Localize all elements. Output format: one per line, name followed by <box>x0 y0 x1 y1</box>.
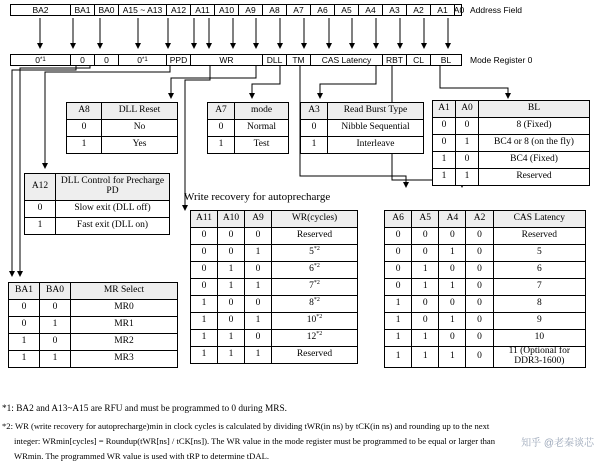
mr-dll: DLL <box>263 55 287 65</box>
table-cell: 8 <box>493 296 585 313</box>
table-cell: 1 <box>67 137 102 154</box>
header-cell: A12 <box>25 174 56 201</box>
mr-cl: CL <box>407 55 431 65</box>
table-cell: 0 <box>466 245 493 262</box>
table-cell: 5 <box>493 245 585 262</box>
table-cell: 1 <box>245 347 272 364</box>
table-cell: 0 <box>218 245 245 262</box>
table-cell: 0 <box>412 245 439 262</box>
table-row <box>385 296 586 313</box>
table-row <box>67 120 178 137</box>
mr-bl: BL <box>440 55 452 65</box>
table-cell: 1 <box>385 330 412 347</box>
table-cell: 1 <box>245 245 272 262</box>
table-row <box>9 300 178 317</box>
table-cell: 0 <box>466 347 493 368</box>
bit-a6: A6 <box>311 5 335 15</box>
table-row <box>191 228 358 245</box>
header-cell: BA1 <box>9 283 40 300</box>
footnote-2-line-2: integer: WRmin[cycles] = Roundup(tWR[ns] / tCK[ns]). The WR value in the mode register must be programmed to be equal or larger than <box>14 436 496 446</box>
dll-control-table <box>24 173 170 235</box>
bit-ba2: BA2 <box>11 5 71 15</box>
dll-reset-table <box>66 102 178 154</box>
table-cell: 1 <box>191 330 218 347</box>
table-cell: No <box>102 120 178 137</box>
table-cell: 0 <box>218 313 245 330</box>
table-cell: 1 <box>218 262 245 279</box>
cas-latency-table <box>384 210 586 368</box>
table-cell: 0 <box>245 262 272 279</box>
bit-a9: A9 <box>239 5 263 15</box>
table-cell: 1 <box>301 137 328 154</box>
table-cell: 5$^{*2}$ <box>272 245 358 262</box>
header-cell: A7 <box>208 103 235 120</box>
table-cell: 1 <box>25 218 56 235</box>
header-cell: A1 <box>433 101 456 118</box>
table-row <box>385 245 586 262</box>
table-row <box>208 120 289 137</box>
table-cell: 1 <box>218 347 245 364</box>
header-cell: DLL Reset <box>102 103 178 120</box>
table-cell: Reserved <box>493 228 585 245</box>
bit-a3: A3 <box>383 5 407 15</box>
table-cell: 1 <box>456 169 479 186</box>
table-cell: 0 <box>208 120 235 137</box>
table-cell: 0 <box>412 313 439 330</box>
footnote-2-line-3: WRmin. The programmed WR value is used with tRP to determine tDAL. <box>14 451 269 461</box>
bit-a15-a13: A15 ~ A13 <box>119 5 167 15</box>
mr-ppd: PPD <box>167 55 191 65</box>
table-row <box>9 351 178 368</box>
table-cell: 0 <box>433 118 456 135</box>
table-row <box>191 245 358 262</box>
table-cell: Nibble Sequential <box>328 120 424 137</box>
table-cell: 1 <box>412 347 439 368</box>
table-row <box>385 279 586 296</box>
table-cell: 0 <box>466 313 493 330</box>
mode-register-0 <box>10 54 462 66</box>
table-cell: 1 <box>433 152 456 169</box>
table-cell: 10$^{*2}$ <box>272 313 358 330</box>
table-cell: BC4 or 8 (on the fly) <box>479 135 590 152</box>
header-cell: MR Select <box>71 283 178 300</box>
table-cell: 1 <box>218 279 245 296</box>
table-cell: 0 <box>439 228 466 245</box>
table-cell: 7$^{*2}$ <box>272 279 358 296</box>
table-cell: 0 <box>40 300 71 317</box>
footnote-2-line-1: *2: WR (write recovery for autoprecharge)min in clock cycles is calculated by dividing tWR(in ns) by tCK(in ns) and rounding up to the next <box>2 421 490 431</box>
bit-a2: A2 <box>407 5 431 15</box>
footnote-marker: *2 <box>313 279 320 286</box>
table-row <box>67 137 178 154</box>
table-cell: Reserved <box>272 228 358 245</box>
table-row <box>191 313 358 330</box>
table-cell: 1 <box>191 296 218 313</box>
mr-select-table <box>8 282 178 368</box>
table-cell: 0 <box>218 296 245 313</box>
table-cell: 0 <box>385 262 412 279</box>
table-cell: MR2 <box>71 334 178 351</box>
bit-a5: A5 <box>335 5 359 15</box>
table-cell: 0 <box>466 262 493 279</box>
table-row <box>433 118 590 135</box>
header-cell: A5 <box>412 211 439 228</box>
bit-ba0: BA0 <box>95 5 119 15</box>
header-cell: mode <box>235 103 289 120</box>
header-cell: A4 <box>439 211 466 228</box>
table-cell: 0 <box>385 245 412 262</box>
header-cell: WR(cycles) <box>272 211 358 228</box>
table-row <box>301 137 424 154</box>
table-cell: 0 <box>40 334 71 351</box>
header-cell: A3 <box>301 103 328 120</box>
burst-length-table <box>432 100 590 186</box>
write-recovery-title: Write recovery for autoprecharge <box>184 191 331 203</box>
footnote-marker: *2 <box>313 296 320 303</box>
table-cell: 1 <box>412 279 439 296</box>
table-cell: 1 <box>412 330 439 347</box>
table-cell: 1 <box>385 347 412 368</box>
bit-a1: A1 <box>431 5 455 15</box>
mr-cas-latency: CAS Latency <box>311 55 383 65</box>
table-cell: 1 <box>9 351 40 368</box>
table-cell: 0 <box>439 296 466 313</box>
table-cell: 0 <box>466 228 493 245</box>
table-cell: Fast exit (DLL on) <box>56 218 170 235</box>
bit-a8: A8 <box>263 5 287 15</box>
table-cell: 1 <box>385 313 412 330</box>
mr-a15-a13: 0 *1 <box>119 55 167 65</box>
table-cell: 11 (Optional for DDR3-1600) <box>493 347 585 368</box>
table-row <box>433 169 590 186</box>
header-cell: A11 <box>191 211 218 228</box>
table-cell: 1 <box>218 330 245 347</box>
header-cell: BA0 <box>40 283 71 300</box>
table-row <box>25 218 170 235</box>
table-cell: 1 <box>412 262 439 279</box>
bit-ba1: BA1 <box>71 5 95 15</box>
table-cell: 1 <box>439 347 466 368</box>
table-row <box>191 279 358 296</box>
header-cell: A2 <box>466 211 493 228</box>
table-cell: 1 <box>40 351 71 368</box>
bit-a12: A12 <box>167 5 191 15</box>
table-row <box>385 347 586 368</box>
table-cell: 12$^{*2}$ <box>272 330 358 347</box>
table-cell: Interleave <box>328 137 424 154</box>
table-row <box>433 135 590 152</box>
table-cell: 0 <box>433 135 456 152</box>
table-cell: 0 <box>245 228 272 245</box>
table-cell: Normal <box>235 120 289 137</box>
table-cell: MR1 <box>71 317 178 334</box>
table-cell: 0 <box>191 245 218 262</box>
mr-wr: WR <box>191 55 263 65</box>
table-cell: 0 <box>412 296 439 313</box>
header-cell: DLL Control for Precharge PD <box>56 174 170 201</box>
table-cell: 7 <box>493 279 585 296</box>
table-row <box>191 262 358 279</box>
table-row <box>208 137 289 154</box>
table-cell: 0 <box>439 262 466 279</box>
table-row <box>301 120 424 137</box>
footnote-marker: *2 <box>313 262 320 269</box>
table-row <box>191 296 358 313</box>
table-cell: 1 <box>9 334 40 351</box>
table-cell: 0 <box>67 120 102 137</box>
table-cell: 0 <box>245 330 272 347</box>
table-row <box>433 152 590 169</box>
bit-a7: A7 <box>287 5 311 15</box>
write-recovery-table <box>190 210 358 364</box>
table-cell: 0 <box>301 120 328 137</box>
table-cell: 10 <box>493 330 585 347</box>
mr-ba2: 0 *1 <box>11 55 71 65</box>
footnote-marker: *2 <box>316 313 323 320</box>
table-cell: 9 <box>493 313 585 330</box>
table-cell: 0 <box>191 262 218 279</box>
mr-tm: TM <box>287 55 311 65</box>
bit-a10: A10 <box>215 5 239 15</box>
mode-table <box>207 102 289 154</box>
table-cell: 0 <box>385 279 412 296</box>
table-row <box>191 347 358 364</box>
table-cell: 1 <box>208 137 235 154</box>
footnote-1: *1: BA2 and A13~A15 are RFU and must be programmed to 0 during MRS. <box>2 404 287 414</box>
table-row <box>385 262 586 279</box>
table-cell: Reserved <box>272 347 358 364</box>
table-cell: 1 <box>439 313 466 330</box>
table-row <box>9 317 178 334</box>
table-row <box>385 313 586 330</box>
table-cell: 0 <box>9 300 40 317</box>
bit-a0: A0 <box>453 5 465 15</box>
table-cell: 1 <box>439 245 466 262</box>
footnote-marker: *2 <box>316 330 323 337</box>
mode-register-label: Mode Register 0 <box>470 55 533 65</box>
table-cell: 0 <box>25 201 56 218</box>
table-cell: 0 <box>466 279 493 296</box>
table-cell: 1 <box>245 313 272 330</box>
table-cell: 1 <box>439 279 466 296</box>
table-cell: 0 <box>456 152 479 169</box>
table-cell: 0 <box>466 296 493 313</box>
table-row <box>9 334 178 351</box>
table-cell: 1 <box>433 169 456 186</box>
table-cell: 6$^{*2}$ <box>272 262 358 279</box>
address-field-label: Address Field <box>470 5 522 15</box>
watermark: 知乎 @老秦谈芯 <box>521 438 594 449</box>
table-cell: Slow exit (DLL off) <box>56 201 170 218</box>
mr-ba0: 0 <box>95 55 119 65</box>
table-cell: 0 <box>439 330 466 347</box>
table-cell: 8$^{*2}$ <box>272 296 358 313</box>
bit-a4: A4 <box>359 5 383 15</box>
table-cell: 1 <box>385 296 412 313</box>
table-row <box>191 330 358 347</box>
header-cell: A8 <box>67 103 102 120</box>
header-cell: A10 <box>218 211 245 228</box>
table-cell: 1 <box>40 317 71 334</box>
table-cell: 0 <box>385 228 412 245</box>
table-cell: 0 <box>191 279 218 296</box>
table-cell: Reserved <box>479 169 590 186</box>
table-cell: MR0 <box>71 300 178 317</box>
table-cell: 0 <box>466 330 493 347</box>
table-cell: 0 <box>245 296 272 313</box>
read-burst-type-table <box>300 102 424 154</box>
table-cell: 1 <box>245 279 272 296</box>
header-cell: CAS Latency <box>493 211 585 228</box>
mr-ba1: 0 <box>71 55 95 65</box>
address-field <box>10 4 465 16</box>
table-cell: 1 <box>191 313 218 330</box>
table-row <box>25 201 170 218</box>
table-cell: BC4 (Fixed) <box>479 152 590 169</box>
header-cell: A9 <box>245 211 272 228</box>
table-cell: MR3 <box>71 351 178 368</box>
table-cell: 0 <box>456 118 479 135</box>
header-cell: BL <box>479 101 590 118</box>
table-cell: 0 <box>9 317 40 334</box>
bit-a11: A11 <box>191 5 215 15</box>
footnote-marker: *2 <box>313 245 320 252</box>
table-cell: Test <box>235 137 289 154</box>
table-cell: 0 <box>191 228 218 245</box>
table-row <box>385 228 586 245</box>
mr-rbt: RBT <box>383 55 407 65</box>
table-row <box>385 330 586 347</box>
header-cell: Read Burst Type <box>328 103 424 120</box>
table-cell: 8 (Fixed) <box>479 118 590 135</box>
table-cell: 1 <box>456 135 479 152</box>
table-cell: Yes <box>102 137 178 154</box>
table-cell: 1 <box>191 347 218 364</box>
table-cell: 6 <box>493 262 585 279</box>
header-cell: A0 <box>456 101 479 118</box>
header-cell: A6 <box>385 211 412 228</box>
table-cell: 0 <box>412 228 439 245</box>
table-cell: 0 <box>218 228 245 245</box>
